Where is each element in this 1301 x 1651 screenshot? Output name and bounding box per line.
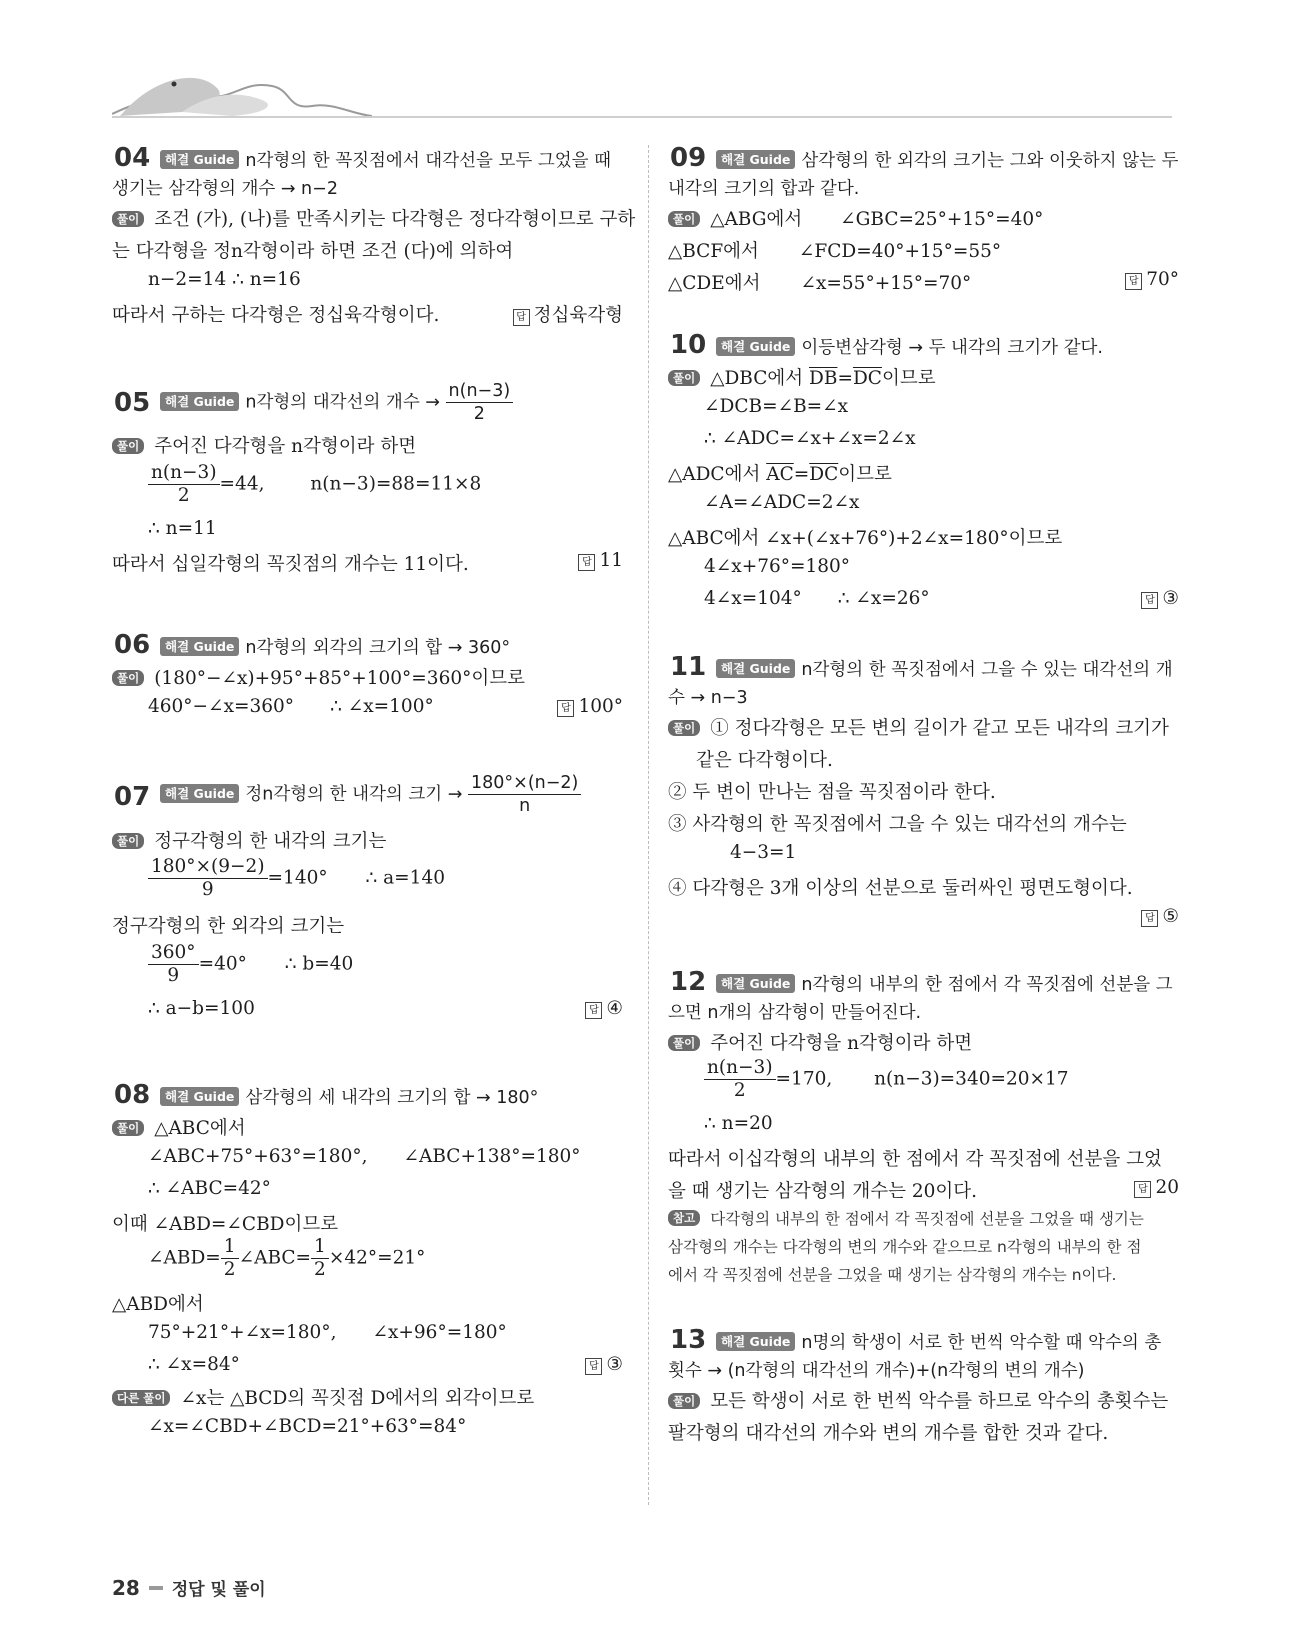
note-line: 에서 각 꼭짓점에 선분을 그었을 때 생기는 삼각형의 개수는 n이다. <box>668 1266 1117 1284</box>
answer-value: 정십육각형 <box>533 305 623 326</box>
text-suffix: 이므로 <box>881 368 936 389</box>
equation-line <box>148 462 481 507</box>
equation-part: ∠x+96°=180° <box>372 1322 507 1343</box>
solution-line <box>668 714 1169 740</box>
answer <box>1141 906 1179 927</box>
numerator: 1 <box>311 1236 329 1259</box>
text-line: ④ 다각형은 3개 이상의 선분으로 둘러싸인 평면도형이다. <box>668 878 1133 899</box>
solution-text: 주어진 다각형을 n각형이라 하면 <box>710 1033 973 1054</box>
alt-solution-badge: 다른 풀이 <box>112 1390 170 1406</box>
guide-line <box>716 656 1173 681</box>
equation-part: ∠ABD= <box>148 1247 221 1269</box>
guide-line <box>716 1329 1161 1354</box>
answer-value: ③ <box>606 1354 623 1375</box>
guide-line <box>160 147 611 172</box>
equation-line <box>148 942 353 987</box>
equation-line: ∴ a−b=100 <box>148 998 255 1019</box>
guide-text: n각형의 외각의 크기의 합 → 360° <box>245 638 511 658</box>
equation-part: n(n−3)=88=11×8 <box>310 473 482 495</box>
note-badge: 참고 <box>668 1210 700 1226</box>
equation-line <box>148 1322 507 1343</box>
equation-line <box>704 588 930 609</box>
answer-value: 100° <box>578 696 623 717</box>
guide-badge: 해결 Guide <box>160 150 239 169</box>
guide-text: 정n각형의 한 내각의 크기 → <box>245 784 463 805</box>
equals: = <box>837 368 853 389</box>
denominator: 2 <box>223 1259 236 1280</box>
answer <box>1125 269 1179 290</box>
conclusion-line: 따라서 구하는 다각형은 정십육각형이다. <box>112 305 440 326</box>
answer-mark: 답 <box>1141 592 1158 609</box>
guide-text: 삼각형의 한 외각의 크기는 그와 이웃하지 않는 두 <box>801 151 1179 171</box>
problem-number: 11 <box>670 652 707 682</box>
solution-line <box>668 205 1043 231</box>
equation-line <box>148 1146 581 1167</box>
solution-badge: 풀이 <box>112 833 144 849</box>
text-suffix: 이므로 <box>838 464 892 485</box>
solution-text: 주어진 다각형을 n각형이라 하면 <box>154 436 417 457</box>
denominator: 2 <box>473 404 485 424</box>
alt-solution-text: ∠x는 △BCD의 꼭짓점 D에서의 외각이므로 <box>180 1388 535 1409</box>
equation-line: 4−3=1 <box>730 842 797 863</box>
denominator: 9 <box>201 879 214 900</box>
guide-badge: 해결 Guide <box>716 1332 795 1351</box>
denominator: 2 <box>314 1259 326 1280</box>
segment-db: $\overline{DB}$ <box>809 368 838 389</box>
equation-line <box>148 1236 425 1281</box>
answer-mark: 답 <box>1141 910 1158 927</box>
text-prefix: △ADC에서 <box>668 464 767 485</box>
answer-value: 11 <box>599 550 623 571</box>
guide-text: n각형의 내부의 한 점에서 각 꼭짓점에 선분을 그 <box>801 975 1173 995</box>
equation-line: ∴ ∠ABC=42° <box>148 1178 271 1199</box>
equation-line: ∠DCB=∠B=∠x <box>704 396 849 417</box>
solution-badge: 풀이 <box>112 670 144 686</box>
fraction <box>221 1236 239 1281</box>
problem-number: 05 <box>114 388 151 418</box>
problem-number: 09 <box>670 143 707 173</box>
column-divider <box>648 145 649 1505</box>
equation-line <box>704 1057 1069 1102</box>
guide-line <box>716 334 1103 359</box>
equation-part: ∴ ∠x=100° <box>330 696 434 717</box>
solution-line <box>112 827 386 853</box>
guide-line <box>716 147 1178 172</box>
segment-dc: $\overline{DC}$ <box>852 368 882 389</box>
equation-part: ×42°=21° <box>328 1247 426 1269</box>
equation-line: n−2=14 ∴ n=16 <box>148 269 301 290</box>
problem-number: 07 <box>114 782 151 812</box>
equation-line <box>148 696 434 717</box>
page-number: 28 <box>112 1576 140 1600</box>
denominator: n <box>519 796 531 816</box>
solution-badge: 풀이 <box>668 720 700 736</box>
solution-badge: 풀이 <box>112 1120 144 1136</box>
equation-line: ∠A=∠ADC=2∠x <box>704 492 860 513</box>
fraction <box>704 1057 776 1102</box>
numerator: 360° <box>148 942 199 965</box>
answer <box>585 1354 623 1375</box>
equation-part: ∠ABC+138°=180° <box>403 1146 581 1167</box>
problem-number: 12 <box>670 967 707 997</box>
equation-line: ∴ ∠x=84° <box>148 1354 240 1375</box>
numerator: n(n−3) <box>148 462 220 485</box>
solution-line <box>668 1387 1168 1413</box>
guide-line <box>160 380 513 425</box>
solution-badge: 풀이 <box>668 1393 700 1409</box>
solution-line <box>112 432 416 458</box>
solution-badge: 풀이 <box>668 1035 700 1051</box>
equation-line: ∴ n=11 <box>148 518 217 539</box>
guide-line-2: 내각의 크기의 합과 같다. <box>668 179 860 199</box>
solution-text: (180°−∠x)+95°+85°+100°=360°이므로 <box>154 668 525 689</box>
equation-part: ∴ ∠x=26° <box>837 588 930 609</box>
guide-text: 이등변삼각형 → 두 내각의 크기가 같다. <box>801 338 1103 358</box>
answer <box>585 998 623 1019</box>
conclusion-line: 따라서 십일각형의 꼭짓점의 개수는 11이다. <box>112 554 469 575</box>
equation-part: ∠GBC=25°+15°=40° <box>840 209 1044 230</box>
problem-number: 04 <box>114 143 151 173</box>
answer-mark: 답 <box>557 700 574 717</box>
solution-line <box>112 664 525 690</box>
conclusion-line: 을 때 생기는 삼각형의 개수는 20이다. <box>668 1181 978 1202</box>
fraction <box>148 942 199 987</box>
equation-part: ∠FCD=40°+15°=55° <box>798 241 1002 262</box>
answer <box>1141 588 1179 609</box>
problem-number: 08 <box>114 1080 151 1110</box>
text-line: 같은 다각형이다. <box>696 750 833 771</box>
equation-part: ∴ a=140 <box>365 867 445 889</box>
numerator: 1 <box>221 1236 239 1259</box>
answer-mark: 답 <box>578 554 595 571</box>
answer-value: 70° <box>1146 269 1179 290</box>
answer-mark: 답 <box>513 309 530 326</box>
text-line: ③ 사각형의 한 꼭짓점에서 그을 수 있는 대각선의 개수는 <box>668 814 1127 835</box>
equation-part: n(n−3)=340=20×17 <box>874 1068 1069 1090</box>
numerator: n(n−3) <box>446 380 514 403</box>
answer <box>1134 1177 1179 1198</box>
guide-badge: 해결 Guide <box>160 392 239 411</box>
guide-line-2: 생기는 삼각형의 개수 → n−2 <box>112 179 338 199</box>
solution-line <box>668 364 936 390</box>
solution-text: △DBC에서 <box>710 368 809 389</box>
text-line: △ABD에서 <box>112 1294 204 1315</box>
guide-badge: 해결 Guide <box>716 974 795 993</box>
equals: = <box>793 464 810 485</box>
equation-part: 75°+21°+∠x=180°, <box>148 1322 337 1343</box>
solution-badge: 풀이 <box>668 211 700 227</box>
guide-line-2: 으면 n개의 삼각형이 만들어진다. <box>668 1003 922 1023</box>
equation-part: =140° <box>267 867 328 889</box>
guide-text: n명의 학생이 서로 한 번씩 악수할 때 악수의 총 <box>801 1333 1162 1353</box>
page-footer <box>112 1575 266 1600</box>
guide-line <box>160 634 510 659</box>
answer <box>513 301 623 327</box>
solution-line <box>112 205 635 231</box>
denominator: 9 <box>167 965 180 986</box>
note-line: 삼각형의 개수는 다각형의 변의 개수와 같으므로 n각형의 내부의 한 점 <box>668 1238 1142 1256</box>
segment-dc: $\overline{DC}$ <box>809 464 839 485</box>
answer <box>578 550 623 571</box>
solution-line <box>668 1029 972 1055</box>
text-line: 정구각형의 한 외각의 크기는 <box>112 916 345 937</box>
guide-line <box>160 1084 538 1109</box>
answer-value: ⑤ <box>1162 906 1179 927</box>
solution-text: 모든 학생이 서로 한 번씩 악수를 하므로 악수의 총횟수는 <box>710 1391 1169 1412</box>
segment-ac: $\overline{AC}$ <box>766 464 794 485</box>
solution-text: △ABC에서 <box>154 1118 246 1139</box>
solution-line <box>112 1114 246 1140</box>
denominator: 2 <box>733 1080 746 1101</box>
fraction <box>148 462 220 507</box>
text-line: 팔각형의 대각선의 개수와 변의 개수를 합한 것과 같다. <box>668 1423 1109 1444</box>
guide-badge: 해결 Guide <box>160 1087 239 1106</box>
equation-line <box>668 237 1001 263</box>
answer-mark: 답 <box>1125 273 1142 290</box>
equation-line: 4∠x+76°=180° <box>704 556 851 577</box>
guide-badge: 해결 Guide <box>716 150 795 169</box>
note-line <box>668 1207 1144 1229</box>
text-line: 따라서 이십각형의 내부의 한 점에서 각 꼭짓점에 선분을 그었 <box>668 1149 1162 1170</box>
equation-part: ∴ b=40 <box>284 953 354 975</box>
answer-mark: 답 <box>1134 1181 1151 1198</box>
equation-part: ∠x=55°+15°=70° <box>800 273 972 294</box>
guide-text: 삼각형의 세 내각의 크기의 합 → 180° <box>245 1088 539 1108</box>
text-line: ② 두 변이 만나는 점을 꼭짓점이라 한다. <box>668 782 996 803</box>
solution-badge: 풀이 <box>112 438 144 454</box>
equation-part: 4∠x=104° <box>704 588 802 609</box>
fraction <box>148 856 268 901</box>
solution-text: 정구각형의 한 내각의 크기는 <box>154 831 387 852</box>
equation-part: ∠ABC+75°+63°=180°, <box>148 1146 368 1167</box>
guide-line <box>716 971 1173 996</box>
answer-value: ④ <box>606 998 623 1019</box>
guide-line-2: 수 → n−3 <box>668 688 748 708</box>
solution-badge: 풀이 <box>112 211 144 227</box>
problem-number: 06 <box>114 630 151 660</box>
guide-text: n각형의 대각선의 개수 → <box>245 392 440 413</box>
equation-part: △BCF에서 <box>668 241 759 262</box>
header-whale-illustration <box>112 70 1172 122</box>
numerator: 180°×(9−2) <box>148 856 268 879</box>
note-text: 다각형의 내부의 한 점에서 각 꼭짓점에 선분을 그었을 때 생기는 <box>710 1210 1144 1228</box>
problem-number: 13 <box>670 1325 707 1355</box>
guide-badge: 해결 Guide <box>160 637 239 656</box>
guide-badge: 해결 Guide <box>716 659 795 678</box>
equation-part: 460°−∠x=360° <box>148 696 295 717</box>
text-line: 이때 ∠ABD=∠CBD이므로 <box>112 1214 339 1235</box>
answer <box>557 696 623 717</box>
solution-text: △ABG에서 <box>710 209 803 230</box>
equation-part: △CDE에서 <box>668 273 761 294</box>
guide-line <box>160 772 581 817</box>
numerator: n(n−3) <box>704 1057 776 1080</box>
text-line: △ABC에서 ∠x+(∠x+76°)+2∠x=180°이므로 <box>668 528 1063 549</box>
alt-solution-line <box>112 1384 534 1410</box>
guide-line-2: 횟수 → (n각형의 대각선의 개수)+(n각형의 변의 개수) <box>668 1361 1085 1381</box>
guide-fraction <box>446 380 514 425</box>
guide-text: n각형의 한 꼭짓점에서 대각선을 모두 그었을 때 <box>245 151 612 171</box>
solution-text: ① 정다각형은 모든 변의 길이가 같고 모든 내각의 크기가 <box>710 718 1169 739</box>
section-title: 정답 및 풀이 <box>171 1580 266 1600</box>
fraction <box>311 1236 329 1281</box>
problem-number: 10 <box>670 330 707 360</box>
equation-part: ∠ABC= <box>238 1247 312 1269</box>
equation-part: =170, <box>775 1068 833 1090</box>
guide-badge: 해결 Guide <box>160 784 239 803</box>
answer-value: 20 <box>1155 1177 1179 1198</box>
numerator: 180°×(n−2) <box>468 772 581 795</box>
denominator: 2 <box>177 485 190 506</box>
solution-text: 조건 (가), (나)를 만족시키는 다각형은 정다각형이므로 구하 <box>154 209 636 230</box>
equation-line: ∴ n=20 <box>704 1113 773 1134</box>
equation-line <box>148 856 445 901</box>
guide-text: n각형의 한 꼭짓점에서 그을 수 있는 대각선의 개 <box>801 660 1173 680</box>
guide-badge: 해결 Guide <box>716 337 795 356</box>
equation-line <box>668 269 971 295</box>
answer-value: ③ <box>1162 588 1179 609</box>
footer-separator-icon <box>149 1586 163 1590</box>
equation-line: ∴ ∠ADC=∠x+∠x=2∠x <box>704 428 916 449</box>
equation-part: =44, <box>219 473 265 495</box>
guide-fraction <box>468 772 581 817</box>
text-line <box>668 460 892 486</box>
equation-line: ∠x=∠CBD+∠BCD=21°+63°=84° <box>148 1416 467 1437</box>
equation-part: =40° <box>198 953 247 975</box>
solution-badge: 풀이 <box>668 370 700 386</box>
answer-mark: 답 <box>585 1002 602 1019</box>
answer-mark: 답 <box>585 1358 602 1375</box>
solution-line: 는 다각형을 정n각형이라 하면 조건 (다)에 의하여 <box>112 241 514 262</box>
